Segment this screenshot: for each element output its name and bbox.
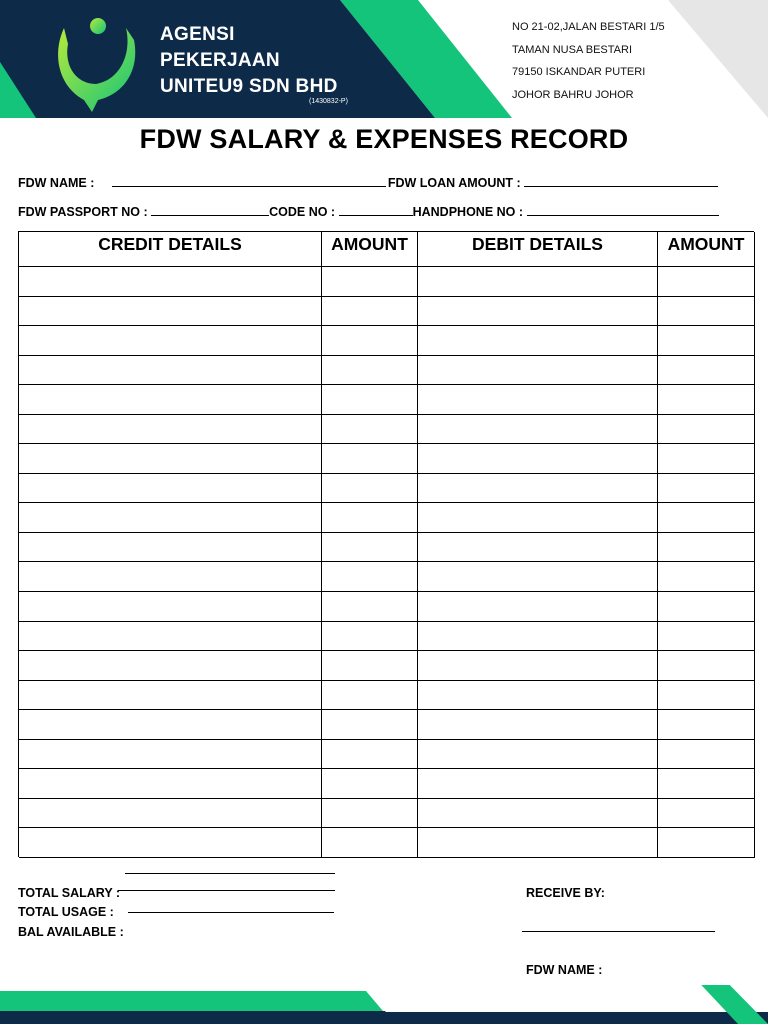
credit-amount-cell[interactable] (322, 385, 418, 415)
debit-details-cell[interactable] (418, 769, 658, 799)
debit-details-cell[interactable] (418, 444, 658, 474)
company-line-3: UNITEU9 SDN BHD (160, 76, 338, 97)
debit-amount-cell[interactable] (658, 740, 755, 770)
debit-details-cell[interactable] (418, 651, 658, 681)
credit-amount-cell[interactable] (322, 444, 418, 474)
fdw-name-label: FDW NAME : (18, 176, 95, 190)
debit-details-cell[interactable] (418, 385, 658, 415)
credit-details-cell[interactable] (19, 799, 322, 829)
fdw-name-field[interactable] (112, 174, 386, 187)
field-row-2 (18, 203, 719, 219)
debit-details-cell[interactable] (418, 474, 658, 504)
credit-details-cell[interactable] (19, 592, 322, 622)
code-no-field[interactable] (339, 203, 413, 216)
loan-amount-field[interactable] (524, 174, 718, 187)
company-address (512, 16, 665, 106)
credit-details-cell[interactable] (19, 267, 322, 297)
credit-details-cell[interactable] (19, 415, 322, 445)
footer-banner (0, 985, 768, 1024)
debit-amount-cell[interactable] (658, 533, 755, 563)
debit-amount-cell[interactable] (658, 267, 755, 297)
document-title: FDW SALARY & EXPENSES RECORD (139, 124, 629, 154)
address-line-1: NO 21-02,JALAN BESTARI 1/5 (512, 21, 665, 33)
header-credit-amount: AMOUNT (322, 232, 418, 267)
debit-details-cell[interactable] (418, 592, 658, 622)
credit-amount-cell[interactable] (322, 297, 418, 327)
debit-details-cell[interactable] (418, 681, 658, 711)
credit-amount-cell[interactable] (322, 356, 418, 386)
credit-details-cell[interactable] (19, 444, 322, 474)
credit-details-cell[interactable] (19, 474, 322, 504)
company-line-2: PEKERJAAN (160, 50, 280, 71)
total-salary-label: TOTAL SALARY : (18, 886, 121, 900)
debit-amount-cell[interactable] (658, 622, 755, 652)
debit-amount-cell[interactable] (658, 651, 755, 681)
credit-amount-cell[interactable] (322, 651, 418, 681)
credit-amount-cell[interactable] (322, 415, 418, 445)
signature-line (125, 873, 335, 874)
credit-amount-cell[interactable] (322, 503, 418, 533)
debit-amount-cell[interactable] (658, 297, 755, 327)
debit-details-cell[interactable] (418, 622, 658, 652)
debit-details-cell[interactable] (418, 326, 658, 356)
credit-details-cell[interactable] (19, 681, 322, 711)
debit-details-cell[interactable] (418, 356, 658, 386)
debit-amount-cell[interactable] (658, 592, 755, 622)
debit-details-cell[interactable] (418, 415, 658, 445)
header-credit-details: CREDIT DETAILS (19, 232, 322, 267)
debit-amount-cell[interactable] (658, 828, 755, 858)
bal-available-label: BAL AVAILABLE : (18, 925, 124, 939)
credit-amount-cell[interactable] (322, 622, 418, 652)
loan-amount-label: FDW LOAN AMOUNT : (387, 176, 521, 190)
credit-amount-cell[interactable] (322, 681, 418, 711)
debit-amount-cell[interactable] (658, 326, 755, 356)
credit-amount-cell[interactable] (322, 474, 418, 504)
credit-details-cell[interactable] (19, 740, 322, 770)
debit-amount-cell[interactable] (658, 503, 755, 533)
credit-details-cell[interactable] (19, 533, 322, 563)
footer-shapes (0, 985, 768, 1024)
debit-amount-cell[interactable] (658, 681, 755, 711)
credit-details-cell[interactable] (19, 356, 322, 386)
credit-amount-cell[interactable] (322, 562, 418, 592)
credit-amount-cell[interactable] (322, 740, 418, 770)
credit-details-cell[interactable] (19, 622, 322, 652)
credit-details-cell[interactable] (19, 385, 322, 415)
field-row-1 (18, 174, 718, 190)
credit-amount-cell[interactable] (322, 710, 418, 740)
credit-amount-cell[interactable] (322, 267, 418, 297)
credit-details-cell[interactable] (19, 828, 322, 858)
debit-details-cell[interactable] (418, 297, 658, 327)
credit-amount-cell[interactable] (322, 326, 418, 356)
debit-details-cell[interactable] (418, 710, 658, 740)
total-usage-line[interactable] (128, 912, 334, 913)
debit-details-cell[interactable] (418, 562, 658, 592)
total-salary-line[interactable] (118, 890, 335, 891)
debit-details-cell[interactable] (418, 740, 658, 770)
receiver-fdw-name-label: FDW NAME : (526, 963, 603, 977)
credit-details-cell[interactable] (19, 710, 322, 740)
receive-by-label: RECEIVE BY: (526, 886, 605, 900)
credit-details-cell[interactable] (19, 562, 322, 592)
company-logo (54, 14, 144, 114)
credit-details-cell[interactable] (19, 503, 322, 533)
debit-amount-cell[interactable] (658, 799, 755, 829)
credit-amount-cell[interactable] (322, 592, 418, 622)
credit-details-cell[interactable] (19, 651, 322, 681)
passport-no-field[interactable] (151, 203, 269, 216)
address-line-4: JOHOR BAHRU JOHOR (512, 88, 634, 101)
total-usage-label: TOTAL USAGE : (18, 905, 114, 919)
code-no-label: CODE NO : (269, 205, 336, 219)
handphone-no-field[interactable] (527, 203, 719, 216)
header-debit-details: DEBIT DETAILS (418, 232, 658, 267)
credit-amount-cell[interactable] (322, 533, 418, 563)
debit-amount-cell[interactable] (658, 562, 755, 592)
debit-amount-cell[interactable] (658, 415, 755, 445)
company-name (160, 22, 338, 100)
debit-amount-cell[interactable] (658, 356, 755, 386)
credit-amount-cell[interactable] (322, 828, 418, 858)
header-debit-amount: AMOUNT (658, 232, 755, 267)
credit-amount-cell[interactable] (322, 799, 418, 829)
debit-amount-cell[interactable] (658, 769, 755, 799)
address-line-3: 79150 ISKANDAR PUTERI (512, 66, 646, 78)
credit-details-cell[interactable] (19, 769, 322, 799)
debit-amount-cell[interactable] (658, 474, 755, 504)
address-line-2: TAMAN NUSA BESTARI (512, 43, 633, 56)
debit-details-cell[interactable] (418, 828, 658, 858)
debit-details-cell[interactable] (418, 799, 658, 829)
debit-details-cell[interactable] (418, 267, 658, 297)
credit-details-cell[interactable] (19, 297, 322, 327)
debit-details-cell[interactable] (418, 533, 658, 563)
company-line-1: AGENSI (160, 24, 235, 45)
passport-no-label: FDW PASSPORT NO : (18, 205, 148, 219)
credit-debit-table (18, 231, 754, 857)
credit-details-cell[interactable] (19, 326, 322, 356)
debit-details-cell[interactable] (418, 503, 658, 533)
registration-number: (1430832-P) (309, 98, 348, 105)
debit-amount-cell[interactable] (658, 385, 755, 415)
debit-amount-cell[interactable] (658, 444, 755, 474)
handphone-no-label: HANDPHONE NO : (412, 205, 524, 219)
receive-by-line[interactable] (522, 931, 715, 932)
credit-amount-cell[interactable] (322, 769, 418, 799)
debit-amount-cell[interactable] (658, 710, 755, 740)
